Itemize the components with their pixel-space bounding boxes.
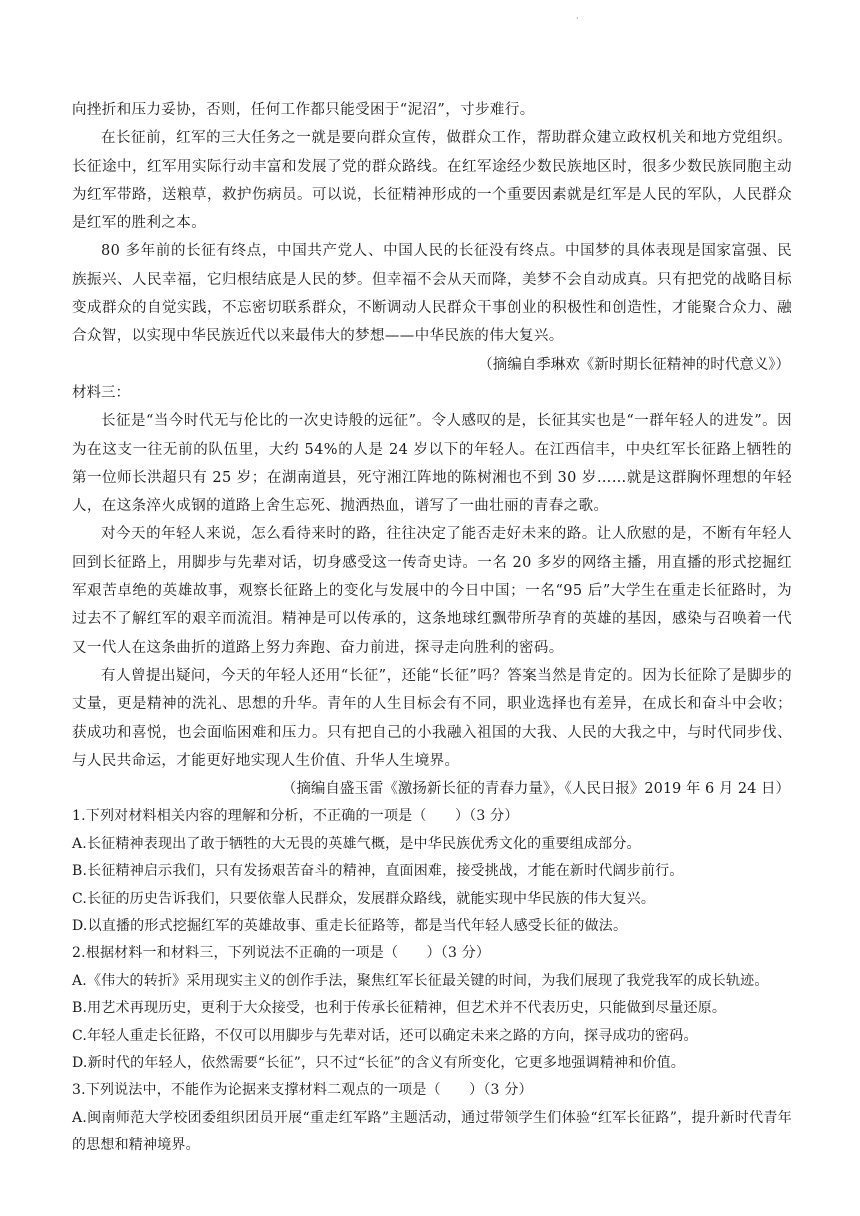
question-1 bbox=[72, 803, 792, 940]
material-two-section bbox=[72, 96, 792, 379]
answer-option: D.新时代的年轻人，依然需要“长征”，只不过“长征”的含义有所变化，它更多地强调精神和价值。 bbox=[72, 1055, 686, 1072]
question-2 bbox=[72, 940, 792, 1077]
question-stem: 3.下列说法中，不能作为论据来支撑材料二观点的一项是（ ）（3 分） bbox=[72, 1082, 533, 1099]
questions-section bbox=[72, 803, 792, 1159]
source-citation: （摘编自盛玉雷《激扬新长征的青春力量》，《人民日报》2019 年 6 月 24 日） bbox=[281, 781, 790, 798]
page-mark: · bbox=[576, 14, 579, 23]
paragraph: 有人曾提出疑问，今天的年轻人还用“长征”，还能“长征”吗？答案当然是肯定的。因为长征除了是脚步的丈量，更是精神的洗礼、思想的升华。青年的人生目标会有不同，职业选择也有差异，在成长和奋斗中会收；获成功和喜悦，也会面临困难和压力。只有把自己的小我融入祖国的大我、人民的大我之中，与时代同步伐、与人民共命运，才能更好地实现人生价值、升华人生境界。 bbox=[72, 667, 792, 769]
paragraph: 在长征前，红军的三大任务之一就是要向群众宣传，做群众工作，帮助群众建立政权机关和地方党组织。长征途中，红军用实际行动丰富和发展了党的群众路线。在红军途经少数民族地区时，很多少数民族同胞主动为红军带路，送粮草，救护伤病员。可以说，长征精神形成的一个重要因素就是红军是人民的军队，人民群众是红军的胜利之本。 bbox=[72, 130, 792, 232]
document-page bbox=[72, 96, 792, 1160]
answer-option: A.长征精神表现出了敢于牺牲的大无畏的英雄气概，是中华民族优秀文化的重要组成部分。 bbox=[72, 835, 641, 852]
question-stem: 1.下列对材料相关内容的理解和分析，不正确的一项是（ ）（3 分） bbox=[72, 808, 519, 825]
paragraph: 长征是“当今时代无与伦比的一次史诗般的远征”。令人感叹的是，长征其实也是“一群年轻人的进发”。因为在这支一往无前的队伍里，大约 54%的人是 24 岁以下的年轻人。在江西信丰，中央红军长征路上牺牲的第一位师长洪超只有 25 岁；在湖南道县，死守湘江阵地的陈树湘也不到 30 岁……就是这群胸怀理想的年轻人，在这条淬火成钢的道路上舍生忘死、抛洒热血，谱写了一曲壮丽的青春之歌。 bbox=[72, 413, 792, 515]
answer-option: A.闽南师范大学校团委组织团员开展“重走红军路”主题活动，通过带领学生们体验“红军长征路”，提升新时代青年的思想和精神境界。 bbox=[72, 1109, 792, 1154]
paragraph: 向挫折和压力妥协，否则，任何工作都只能受困于“泥沼”，寸步难行。 bbox=[72, 102, 535, 118]
section-heading: 材料三： bbox=[72, 384, 130, 401]
material-three-section bbox=[72, 379, 792, 803]
question-3 bbox=[72, 1077, 792, 1159]
answer-option: A.《伟大的转折》采用现实主义的创作手法，聚焦红军长征最关键的时间，为我们展现了我党我军的成长轨迹。 bbox=[72, 972, 769, 989]
answer-option: B.长征精神启示我们，只有发扬艰苦奋斗的精神，直面困难，接受挑战，才能在新时代阔步前行。 bbox=[72, 863, 684, 880]
paragraph: 对今天的年轻人来说，怎么看待来时的路，往往决定了能否走好未来的路。让人欣慰的是，不断有年轻人回到长征路上，用脚步与先辈对话，切身感受这一传奇史诗。一名 20 多岁的网络主播，用直播的形式挖掘红军艰苦卓绝的英雄故事，观察长征路上的变化与发展中的今日中国；一名“95 后”大学生在重走长征路时，为过去不了解红军的艰辛而流泪。精神是可以传承的，这条地球红飘带所孕育的英雄的基因，感染与召唤着一代又一代人在这条曲折的道路上努力奔跑、奋力前进，探寻走向胜利的密码。 bbox=[72, 526, 792, 656]
answer-option: D.以直播的形式挖掘红军的英雄故事、重走长征路等，都是当代年轻人感受长征的做法。 bbox=[72, 918, 628, 935]
source-citation: （摘编自季琳欢《新时期长征精神的时代意义》） bbox=[478, 356, 790, 373]
answer-option: C.长征的历史告诉我们，只要依靠人民群众，发展群众路线，就能实现中华民族的伟大复兴。 bbox=[72, 890, 656, 907]
question-stem: 2.根据材料一和材料三，下列说法不正确的一项是（ ）（3 分） bbox=[72, 945, 491, 962]
answer-option: C.年轻人重走长征路，不仅可以用脚步与先辈对话，还可以确定未来之路的方向，探寻成功的密码。 bbox=[72, 1027, 698, 1044]
paragraph: 80 多年前的长征有终点，中国共产党人、中国人民的长征没有终点。中国梦的具体表现是国家富强、民族振兴、人民幸福，它归根结底是人民的梦。但幸福不会从天而降，美梦不会自动成真。只有把党的战略目标变成群众的自觉实践，不忘密切联系群众，不断调动人民群众干事创业的积极性和创造性，才能聚合众力、融合众智，以实现中华民族近代以来最伟大的梦想——中华民族的伟大复兴。 bbox=[72, 243, 792, 345]
answer-option: B.用艺术再现历史，更利于大众接受，也利于传承长征精神，但艺术并不代表历史，只能做到尽量还原。 bbox=[72, 1000, 727, 1017]
